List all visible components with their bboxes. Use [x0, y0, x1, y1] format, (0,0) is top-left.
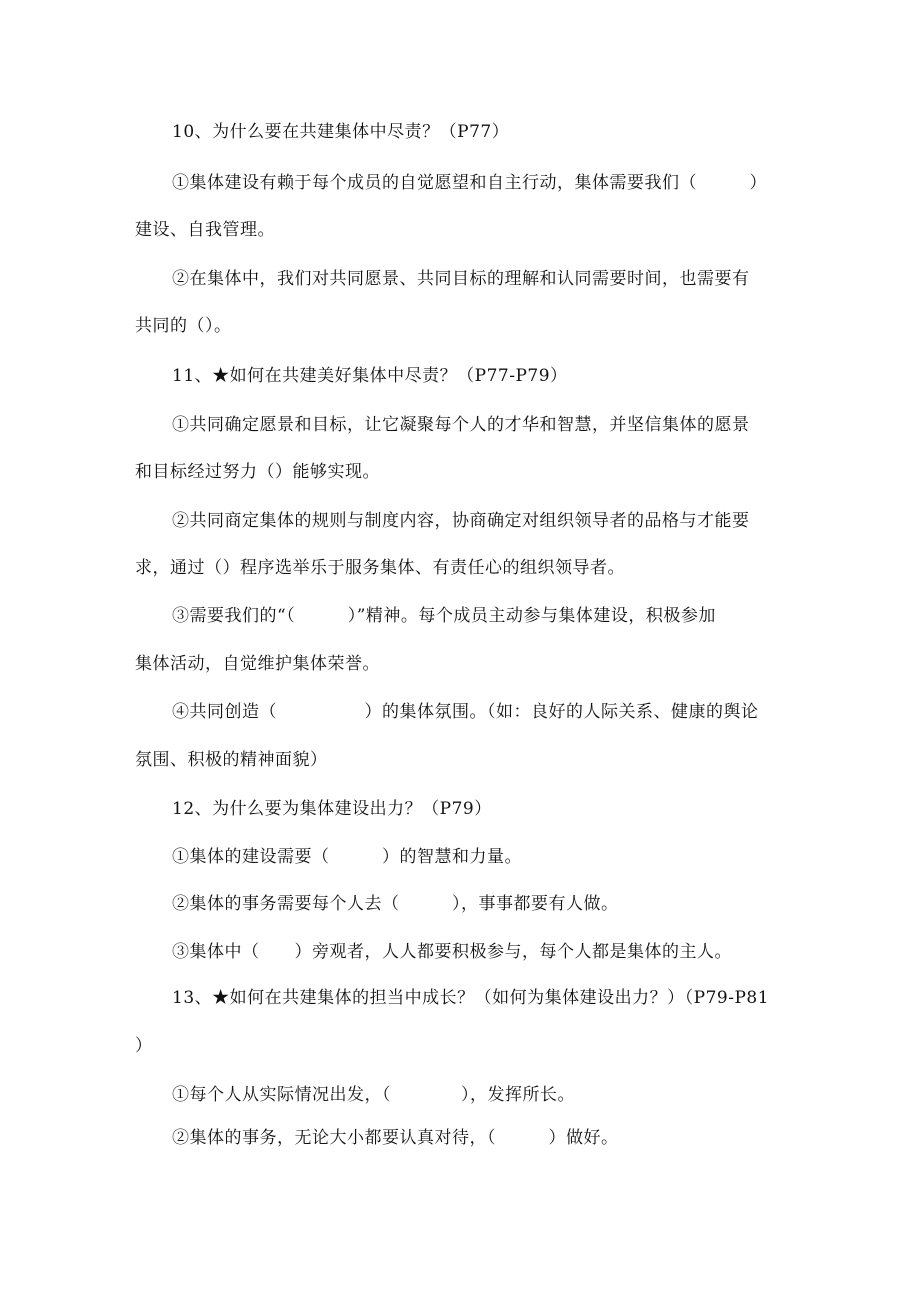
- q12-point-3: ③集体中（ ）旁观者，人人都要积极参与，每个人都是集体的主人。: [172, 942, 732, 962]
- q11-point-4-line-1: ④共同创造（ ）的集体氛围。（如：良好的人际关系、健康的舆论: [172, 702, 759, 722]
- question-13-heading-continued: ）: [135, 1036, 153, 1056]
- q11-point-3-line-1: ③需要我们的“（ ）”精神。每个成员主动参与集体建设，积极参加: [172, 606, 716, 626]
- q10-point-2-line-1: ②在集体中，我们对共同愿景、共同目标的理解和认同需要时间，也需要有: [172, 269, 750, 289]
- q11-point-2-line-2: 求，通过（）程序选举乐于服务集体、有责任心的组织领导者。: [135, 558, 625, 578]
- q11-point-2-line-1: ②共同商定集体的规则与制度内容，协商确定对组织领导者的品格与才能要: [172, 511, 750, 531]
- question-11-heading: 11、★如何在共建美好集体中尽责？（P77-P79）: [172, 366, 568, 386]
- question-10-heading: 10、为什么要在共建集体中尽责？（P77）: [172, 122, 510, 142]
- q11-point-1-line-1: ①共同确定愿景和目标，让它凝聚每个人的才华和智慧，并坚信集体的愿景: [172, 415, 750, 435]
- question-13-heading: 13、★如何在共建集体的担当中成长？（如何为集体建设出力？）（P79-P81: [172, 988, 770, 1008]
- q11-point-3-line-2: 集体活动，自觉维护集体荣誉。: [135, 654, 380, 674]
- q12-point-1: ①集体的建设需要（ ）的智慧和力量。: [172, 847, 522, 867]
- q10-point-2-line-2: 共同的（）。: [135, 316, 232, 336]
- q10-point-1-line-1: ①集体建设有赖于每个成员的自觉愿望和自主行动，集体需要我们（ ）: [172, 173, 767, 193]
- q11-point-4-line-2: 氛围、积极的精神面貌）: [135, 750, 328, 770]
- q13-point-1: ①每个人从实际情况出发，（ ），发挥所长。: [172, 1085, 575, 1105]
- q12-point-2: ②集体的事务需要每个人去（ ），事事都要有人做。: [172, 894, 619, 914]
- q13-point-2: ②集体的事务，无论大小都要认真对待，（ ）做好。: [172, 1128, 619, 1148]
- q11-point-1-line-2: 和目标经过努力（）能够实现。: [135, 462, 380, 482]
- question-12-heading: 12、为什么要为集体建设出力？（P79）: [172, 799, 492, 819]
- q10-point-1-line-2: 建设、自我管理。: [135, 220, 275, 240]
